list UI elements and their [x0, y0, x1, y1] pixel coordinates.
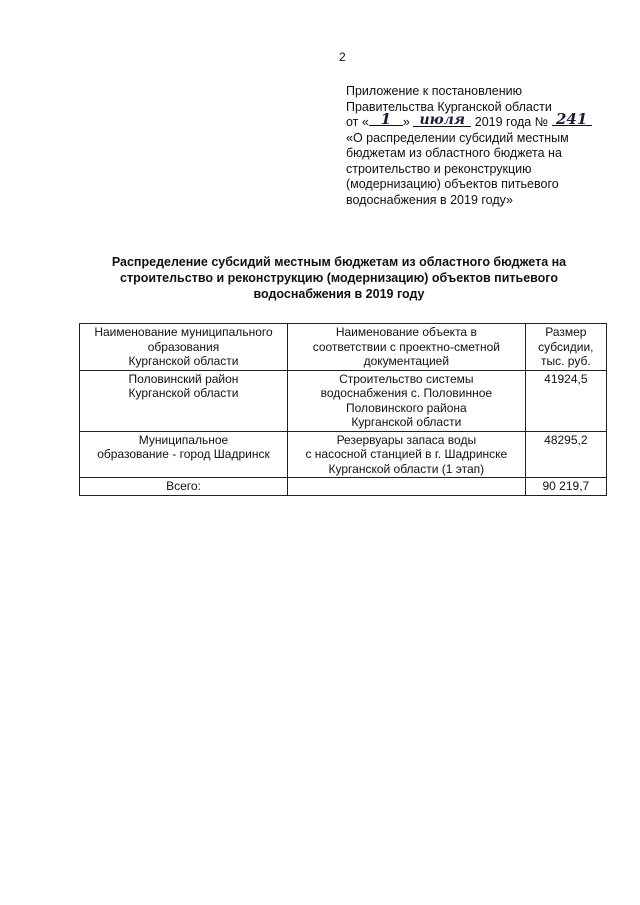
title-line: водоснабжения в 2019 году: [253, 287, 425, 301]
cell-text: с насосной станцией в г. Шадринске: [305, 447, 508, 461]
table-row: [80, 431, 607, 478]
document-title: [94, 254, 584, 302]
header-text: Размер: [545, 325, 587, 339]
cell-total-label: Всего:: [80, 478, 288, 496]
table-row: [80, 370, 607, 431]
cell-amount: 41924,5: [525, 370, 606, 431]
header-text: Наименование муниципального: [94, 325, 273, 339]
cell-municipality: [80, 431, 288, 478]
header-text: Курганской области: [128, 354, 239, 368]
cell-text: Курганской области (1 этап): [328, 461, 485, 476]
cell-text: Курганской области: [128, 386, 239, 400]
header-object: [287, 324, 525, 371]
subsidy-table: [79, 323, 607, 496]
header-text: документацией: [363, 354, 450, 368]
cell-total-value: 90 219,7: [525, 478, 606, 496]
page-number: 2: [339, 50, 346, 64]
header-text: тыс. руб.: [541, 354, 591, 368]
date-quote: »: [402, 115, 410, 129]
appendix-date-line: [346, 110, 616, 131]
cell-empty: [287, 478, 525, 496]
appendix-line: бюджетам из областного бюджета на: [346, 146, 562, 160]
header-municipality: [80, 324, 288, 371]
cell-text: Муниципальное: [138, 432, 229, 447]
header-amount: [525, 324, 606, 371]
header-text: Наименование объекта в: [335, 325, 477, 339]
title-line: строительство и реконструкцию (модернизацию) объектов питьевого: [120, 271, 558, 285]
cell-text: Половинского района: [345, 400, 467, 415]
cell-text: Резервуары запаса воды: [336, 432, 477, 447]
appendix-line: водоснабжения в 2019 году»: [346, 192, 513, 207]
header-text: образования: [147, 339, 220, 354]
header-text: соответствии с проектно-сметной: [312, 339, 500, 354]
cell-text: образование - город Шадринск: [97, 447, 270, 461]
cell-object: [287, 431, 525, 478]
cell-municipality: [80, 370, 288, 431]
appendix-line: строительство и реконструкцию: [346, 161, 532, 176]
date-from-label: от «: [346, 115, 369, 129]
cell-object: [287, 370, 525, 431]
table-header-row: [80, 324, 607, 371]
appendix-block: [346, 84, 616, 208]
cell-text: Курганской области: [351, 415, 462, 429]
cell-text: Строительство системы: [339, 371, 474, 386]
cell-text: Половинский район: [128, 371, 239, 386]
appendix-line: Приложение к постановлению: [346, 84, 522, 98]
table-total-row: [80, 478, 607, 496]
handwritten-doc-number: 241: [552, 113, 592, 126]
handwritten-month: июля: [413, 114, 471, 127]
cell-text: водоснабжения с. Половинное: [320, 386, 493, 400]
header-text: субсидии,: [538, 339, 594, 354]
date-year: 2019 года №: [474, 115, 549, 129]
handwritten-day: 1: [369, 113, 403, 126]
title-line: Распределение субсидий местным бюджетам из областного бюджета на: [111, 255, 567, 269]
appendix-line: «О распределении субсидий местным: [346, 130, 569, 145]
appendix-line: Правительства Курганской области: [346, 99, 552, 114]
cell-amount: 48295,2: [525, 431, 606, 478]
appendix-line: (модернизацию) объектов питьевого: [346, 177, 559, 191]
